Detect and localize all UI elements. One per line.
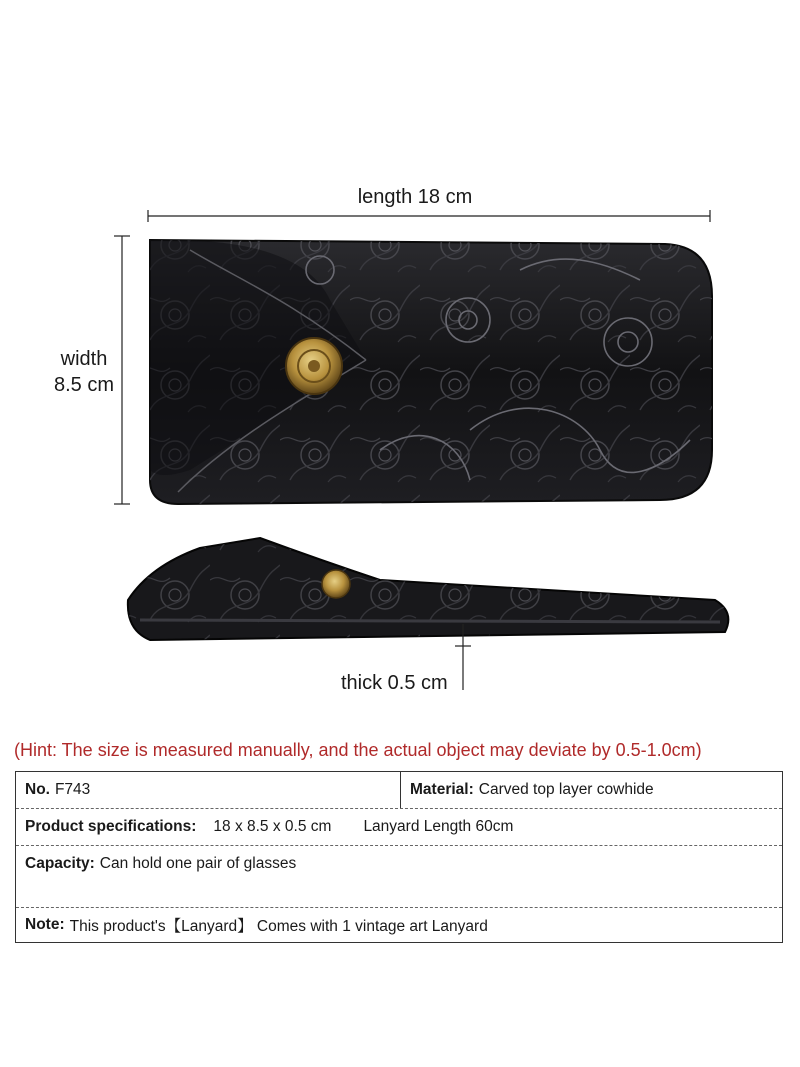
spec-material-value: Carved top layer cowhide xyxy=(478,781,654,798)
spec-table xyxy=(15,771,783,943)
spec-lanyard-length: Lanyard Length 60cm xyxy=(363,818,514,835)
length-label: length 18 cm xyxy=(357,186,473,208)
length-dimension-line xyxy=(148,210,710,222)
spec-specifications-cell xyxy=(16,809,513,845)
spec-material-cell xyxy=(400,772,654,808)
spec-material-key: Material: xyxy=(410,781,474,798)
spec-capacity-key: Capacity: xyxy=(25,855,95,872)
spec-number-key: No. xyxy=(25,781,50,798)
spec-row-note xyxy=(16,908,782,942)
spec-number-cell xyxy=(16,772,90,808)
measurement-hint: (Hint: The size is measured manually, and the actual object may deviate by 0.5-1.0cm) xyxy=(14,740,702,760)
spec-capacity-cell xyxy=(16,846,296,907)
spec-row-specifications xyxy=(16,809,782,846)
spec-number-value: F743 xyxy=(54,781,91,798)
spec-capacity-value: Can hold one pair of glasses xyxy=(99,855,297,872)
width-label xyxy=(40,346,128,398)
spec-specifications-value: 18 x 8.5 x 0.5 cm xyxy=(213,818,332,835)
width-label-line2: 8.5 cm xyxy=(53,374,115,396)
case-side-view xyxy=(128,538,728,640)
spec-row-number-material xyxy=(16,772,782,809)
spec-note-cell xyxy=(16,908,488,942)
thickness-label: thick 0.5 cm xyxy=(341,672,448,694)
spec-note-value: This product's【Lanyard】 Comes with 1 vintage art Lanyard xyxy=(69,918,488,935)
width-label-line1: width xyxy=(60,348,108,370)
case-top-view xyxy=(150,240,712,504)
spec-row-capacity xyxy=(16,846,782,908)
spec-specifications-key: Product specifications: xyxy=(25,818,197,835)
spec-note-key: Note: xyxy=(25,916,65,933)
